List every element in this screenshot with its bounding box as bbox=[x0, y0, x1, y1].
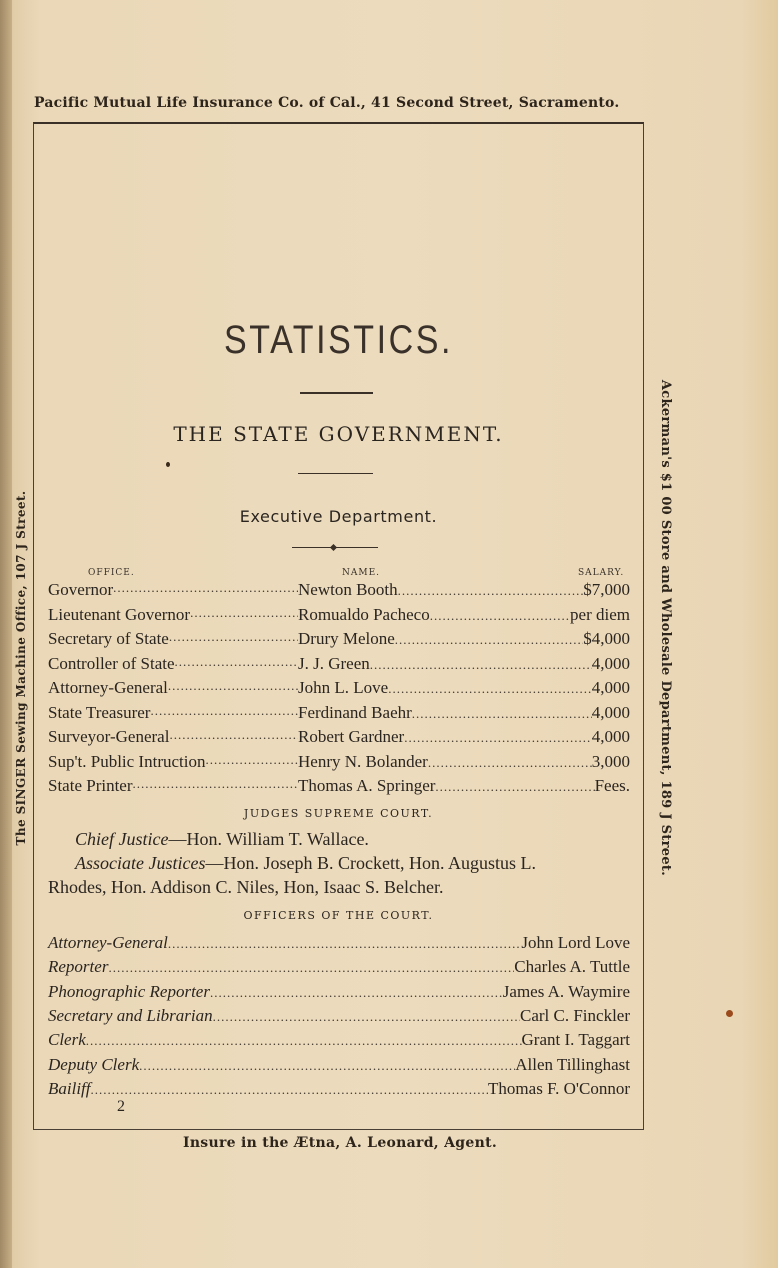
column-header-office: OFFICE. bbox=[88, 568, 135, 578]
leader-dots bbox=[213, 1009, 520, 1025]
chief-justice-line bbox=[75, 829, 369, 850]
executive-row bbox=[48, 605, 630, 629]
office-cell: State Printer bbox=[48, 776, 133, 795]
name-cell: Romualdo Pacheco bbox=[298, 604, 430, 624]
name-cell: John L. Love bbox=[298, 678, 389, 697]
leader-dots bbox=[175, 654, 298, 674]
officer-name: Allen Tillinghast bbox=[515, 1054, 630, 1074]
page-title: STATISTICS. bbox=[224, 318, 453, 362]
leader-dots bbox=[370, 657, 592, 673]
officer-row bbox=[48, 1055, 630, 1079]
leader-dots bbox=[190, 605, 298, 625]
officer-title: Clerk bbox=[48, 1030, 86, 1050]
paper-stain bbox=[726, 1010, 733, 1017]
executive-row bbox=[48, 580, 630, 604]
name-cell: Newton Booth bbox=[298, 580, 398, 599]
book-spine-shadow bbox=[0, 0, 12, 1268]
officer-title: Secretary and Librarian bbox=[48, 1005, 213, 1025]
name-cell: Ferdinand Baehr bbox=[298, 702, 412, 722]
officer-name: Grant I. Taggart bbox=[521, 1030, 630, 1050]
name-cell: Robert Gardner bbox=[298, 727, 405, 746]
title-rule bbox=[300, 392, 373, 394]
office-column bbox=[48, 703, 298, 723]
salary-cell: 4,000 bbox=[591, 678, 630, 697]
officer-name: Charles A. Tuttle bbox=[514, 957, 630, 977]
salary-cell: $7,000 bbox=[583, 580, 630, 599]
leader-dots bbox=[388, 681, 592, 697]
leader-dots bbox=[395, 632, 583, 648]
name-cell: Drury Melone bbox=[298, 629, 395, 648]
office-column bbox=[48, 776, 298, 796]
salary-cell: 3,000 bbox=[591, 751, 630, 771]
salary-cell: 4,000 bbox=[591, 727, 630, 746]
office-cell: Attorney-General bbox=[48, 678, 168, 697]
leader-dots bbox=[430, 608, 570, 624]
officer-name: John Lord Love bbox=[521, 933, 630, 952]
ink-spot bbox=[166, 462, 170, 467]
subtitle-rule bbox=[298, 473, 373, 474]
officer-name: James A. Waymire bbox=[502, 981, 630, 1001]
name-cell: Henry N. Bolander bbox=[298, 751, 428, 771]
salary-cell: Fees. bbox=[594, 776, 630, 795]
executive-row bbox=[48, 727, 630, 751]
page-number: 2 bbox=[117, 1098, 125, 1115]
section-subtitle: THE STATE GOVERNMENT. bbox=[173, 422, 504, 446]
associate-justices-label: Associate Justices bbox=[75, 853, 206, 873]
chief-justice-text: —Hon. William T. Wallace. bbox=[168, 829, 369, 849]
top-advertisement: Pacific Mutual Life Insurance Co. of Cal., 41 Second Street, Sacramento. bbox=[34, 95, 620, 111]
salary-cell: 4,000 bbox=[591, 653, 630, 673]
leader-dots bbox=[169, 629, 298, 649]
bottom-advertisement: Insure in the Ætna, A. Leonard, Agent. bbox=[182, 1135, 498, 1151]
associate-justices-line bbox=[75, 853, 536, 874]
officer-name: Thomas F. O'Connor bbox=[488, 1078, 630, 1098]
officer-row bbox=[48, 1079, 630, 1103]
leader-dots bbox=[91, 1082, 489, 1098]
office-column bbox=[48, 752, 298, 772]
officer-row bbox=[48, 957, 630, 981]
leader-dots bbox=[86, 1033, 522, 1049]
officer-name: Carl C. Finckler bbox=[519, 1005, 630, 1025]
office-cell: Controller of State bbox=[48, 653, 175, 673]
leader-dots bbox=[435, 779, 594, 795]
officer-row bbox=[48, 1030, 630, 1054]
executive-row bbox=[48, 678, 630, 702]
associate-justices-line-2: Rhodes, Hon. Addison C. Niles, Hon, Isaac S. Belcher. bbox=[48, 877, 444, 897]
salary-cell: 4,000 bbox=[591, 702, 630, 722]
leader-dots bbox=[113, 580, 298, 600]
leader-dots bbox=[412, 706, 592, 722]
office-column bbox=[48, 727, 298, 747]
leader-dots bbox=[205, 752, 298, 772]
office-cell: Sup't. Public Intruction bbox=[48, 751, 206, 771]
office-column bbox=[48, 605, 298, 625]
leader-dots bbox=[210, 985, 503, 1001]
salary-cell: per diem bbox=[570, 604, 630, 624]
leader-dots bbox=[133, 776, 298, 796]
officer-title: Attorney-General bbox=[48, 933, 168, 952]
department-heading: Executive Department. bbox=[239, 507, 438, 526]
leader-dots bbox=[150, 703, 298, 723]
associate-justices-text: —Hon. Joseph B. Crockett, Hon. Augustus L. bbox=[205, 853, 536, 873]
leader-dots bbox=[404, 730, 592, 746]
office-column bbox=[48, 678, 298, 698]
leader-dots bbox=[108, 960, 514, 976]
column-header-name: NAME. bbox=[342, 568, 381, 578]
column-header-salary: SALARY. bbox=[578, 568, 625, 578]
left-margin-advertisement: The SINGER Sewing Machine Office, 107 J Street. bbox=[14, 490, 28, 846]
leader-dots bbox=[398, 583, 584, 599]
officer-row bbox=[48, 982, 630, 1006]
salary-cell: $4,000 bbox=[583, 629, 630, 648]
chief-justice-label: Chief Justice bbox=[75, 829, 169, 849]
office-cell: Secretary of State bbox=[48, 629, 169, 648]
leader-dots bbox=[168, 936, 522, 952]
officer-title: Reporter bbox=[48, 957, 109, 977]
executive-row bbox=[48, 752, 630, 776]
supreme-court-heading: JUDGES SUPREME COURT. bbox=[243, 807, 434, 820]
office-column bbox=[48, 629, 298, 649]
executive-row bbox=[48, 629, 630, 653]
executive-row bbox=[48, 776, 630, 800]
name-cell: J. J. Green bbox=[298, 653, 370, 673]
executive-row bbox=[48, 703, 630, 727]
officer-title: Bailiff bbox=[48, 1078, 91, 1098]
officer-row bbox=[48, 1006, 630, 1030]
right-margin-advertisement: Ackerman's $1 00 Store and Wholesale Department, 189 J Street. bbox=[658, 379, 673, 877]
office-cell: Surveyor-General bbox=[48, 727, 170, 746]
name-cell: Thomas A. Springer bbox=[298, 776, 436, 795]
office-column bbox=[48, 654, 298, 674]
office-cell: Governor bbox=[48, 580, 114, 599]
leader-dots bbox=[168, 678, 298, 698]
office-cell: Lieutenant Governor bbox=[48, 604, 191, 624]
officer-title: Deputy Clerk bbox=[48, 1054, 140, 1074]
leader-dots bbox=[139, 1058, 515, 1074]
leader-dots bbox=[169, 727, 298, 747]
officer-row bbox=[48, 933, 630, 957]
officers-heading: OFFICERS OF THE COURT. bbox=[243, 909, 434, 922]
office-cell: State Treasurer bbox=[48, 702, 151, 722]
office-column bbox=[48, 580, 298, 600]
leader-dots bbox=[428, 755, 592, 771]
officer-title: Phonographic Reporter bbox=[48, 981, 210, 1001]
executive-row bbox=[48, 654, 630, 678]
